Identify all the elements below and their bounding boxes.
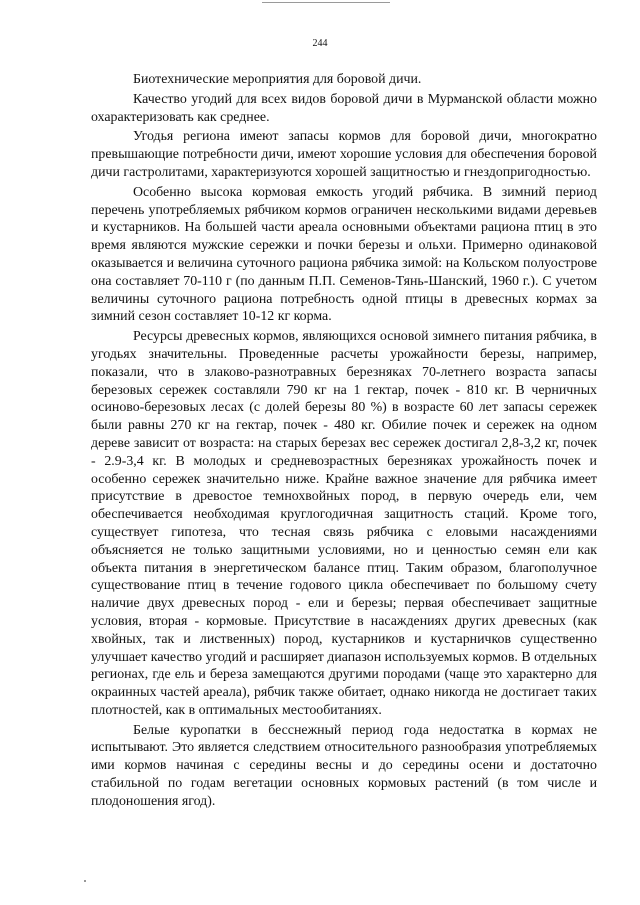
paragraph-tree-food-resources: Ресурсы древесных кормов, являющихся основой зимнего питания рябчика, в угодьях значительны. Проведенные расчеты урожайности березы, например, показали, что в злаково-разнотравных березняках 70-летнего возраста запасы березовых сережек составляли 790 кг на 1 гектар, почек - 810 кг. В черничных осиново-березовых лесах (с долей березы 80 %) в возрасте 60 лет запасы сережек были равны 270 кг на гектар, почек - 480 кг. Обилие почек и сережек на одном дереве зависит от возраста: на старых березах вес сережек достигал 2,8-3,2 кг, почек - 2.9-3,4 кг. В молодых и средневозрастных березняках урожайность почек и особенно сережек значительно ниже. Крайне важное значение для рябчика имеет присутствие в древостое темнохвойных пород, в первую очередь ели, чем обеспечивается необходимая круглогодичная защитность стаций. Кроме того, существует гипотеза, что тесная связь рябчика с еловыми насаждениями объясняется не только защитными условиями, но и ценностью семян ели как объекта питания в энергетическом балансе птиц. Таким образом, благополучное существование птиц в течение годового цикла обеспечивает по большому счету наличие двух древесных пород - ели и березы; первая обеспечивает защитные условия, вторая - кормовые. Присутствие в насаждениях других древесных (как хвойных, так и лиственных) пород, кустарников и кустарничков существенно улучшает качество угодий и расширяет диапазон используемых кормов. В отдельных регионах, где ель и береза замещаются другими породами (чаще это характерно для окраинных частей ареала), рябчик также обитает, однако никогда не достигает таких плотностей, как в оптимальных местообитаниях.	[91, 329, 597, 718]
page-body	[91, 71, 597, 813]
paragraph-hazel-grouse-capacity: Особенно высока кормовая емкость угодий рябчика. В зимний период перечень употребляемых рябчиком кормов ограничен несколькими видами деревьев и кустарников. На большей части ареала основными объектами рациона птиц в это время являются мужские сережки и почки березы и ольхи. Примерно одинаковой оказывается и величина суточного рациона рябчика зимой: на Кольском полуострове она составляет 70-110 г (по данным П.П. Семенов-Тянь-Шанский, 1960 г.). С учетом величины суточного рациона потребность одной птицы в древесных кормах за зимний сезон составляет 10-12 кг корма.	[91, 184, 597, 325]
paragraph-food-reserves: Угодья региона имеют запасы кормов для боровой дичи, многократно превышающие потребности дичи, имеют хорошие условия для обеспечения боровой дичи гастролитами, характеризуются хорошей защитностью и гнездопригодностью.	[91, 129, 597, 180]
page-number: 244	[312, 38, 328, 49]
section-heading: Биотехнические мероприятия для боровой дичи.	[133, 72, 422, 87]
paragraph-willow-ptarmigan: Белые куропатки в бесснежный период года недостатка в кормах не испытывают. Это является следствием относительного разнообразия употребляемых ими кормов начиная с середины весны и до середины осени и достаточно стабильной по годам вегетации основных кормовых растений (в том числе и плодоношения ягод).	[91, 722, 597, 809]
top-rule	[262, 2, 390, 3]
scan-speck	[84, 880, 86, 882]
paragraph-habitat-quality: Качество угодий для всех видов боровой дичи в Мурманской области можно охарактеризовать как среднее.	[91, 91, 597, 125]
